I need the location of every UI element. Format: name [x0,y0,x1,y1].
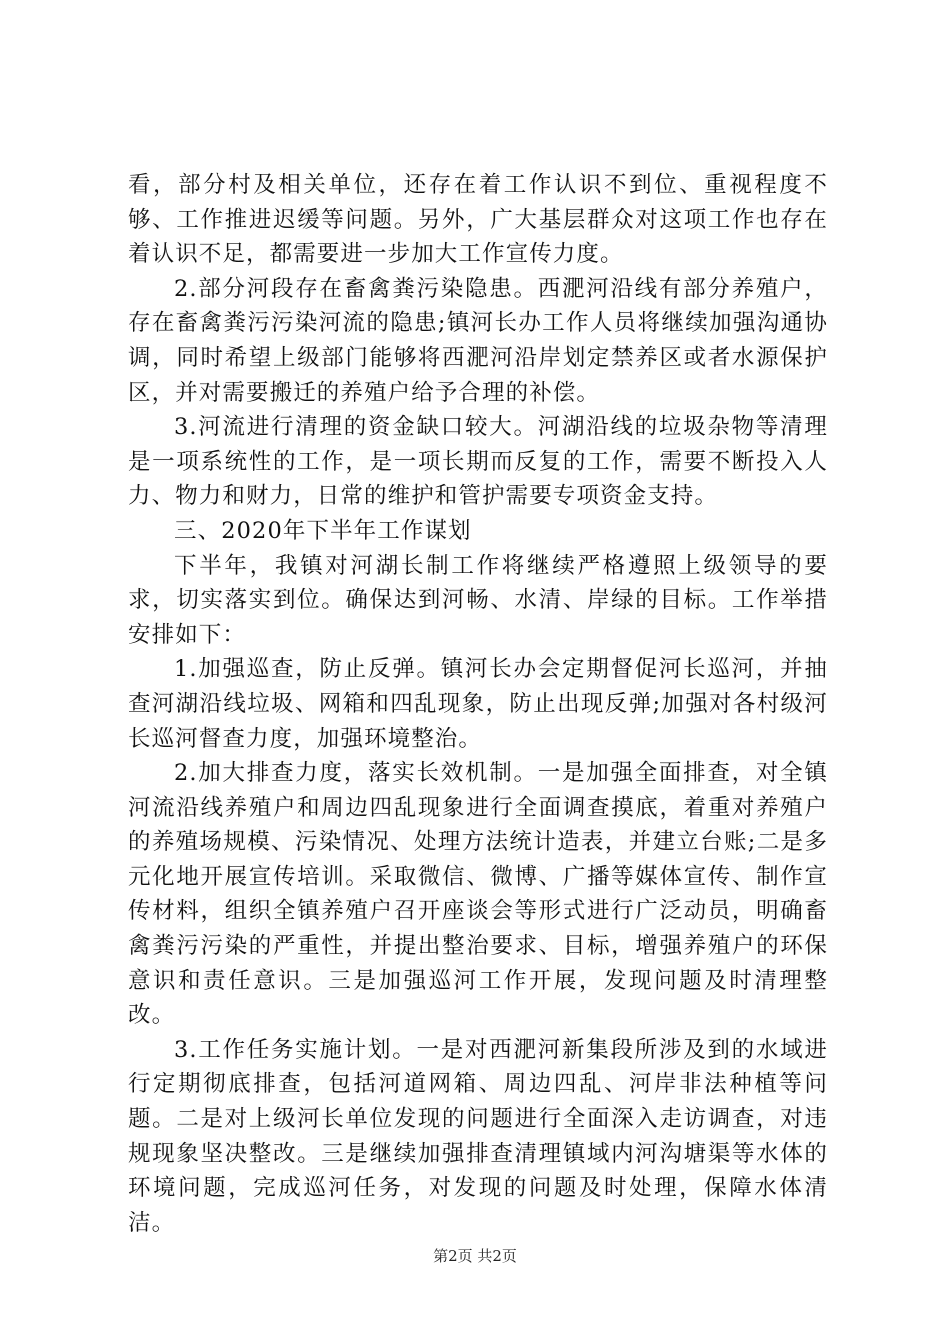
paragraph-plan-3: 3.工作任务实施计划。一是对西淝河新集段所涉及到的水域进行定期彻底排查，包括河道网箱、周边四乱、河岸非法种植等问题。二是对上级河长单位发现的问题进行全面深入走访调查，对违规现象坚决整改。三是继续加强排查清理镇域内河沟塘渠等水体的环境问题，完成巡河任务，对发现的问题及时处理，保障水体清洁。 [128,1036,828,1236]
page-number-footer: 第2页 共2页 [433,1247,517,1265]
document-body [128,168,828,1240]
paragraph-plan-2: 2.加大排查力度，落实长效机制。一是加强全面排查，对全镇河流沿线养殖户和周边四乱现象进行全面调查摸底，着重对养殖户的养殖场规模、污染情况、处理方法统计造表，并建立台账;二是多元化地开展宣传培训。采取微信、微博、广播等媒体宣传、制作宣传材料，组织全镇养殖户召开座谈会等形式进行广泛动员，明确畜禽粪污污染的严重性，并提出整治要求、目标，增强养殖户的环保意识和责任意识。三是加强巡河工作开展，发现问题及时清理整改。 [128,760,828,1029]
paragraph-issue-2: 2.部分河段存在畜禽粪污染隐患。西淝河沿线有部分养殖户，存在畜禽粪污污染河流的隐患;镇河长办工作人员将继续加强沟通协调，同时希望上级部门能够将西淝河沿岸划定禁养区或者水源保护区，并对需要搬迁的养殖户给予合理的补偿。 [128,275,828,406]
paragraph-issue-3: 3.河流进行清理的资金缺口较大。河湖沿线的垃圾杂物等清理是一项系统性的工作，是一项长期而反复的工作，需要不断投入人力、物力和财力，日常的维护和管护需要专项资金支持。 [128,414,828,510]
paragraph-plan-intro: 下半年，我镇对河湖长制工作将继续严格遵照上级领导的要求，切实落实到位。确保达到河畅、水清、岸绿的目标。工作举措安排如下： [128,552,828,648]
paragraph-plan-1: 1.加强巡查，防止反弹。镇河长办会定期督促河长巡河，并抽查河湖沿线垃圾、网箱和四乱现象，防止出现反弹;加强对各村级河长巡河督查力度，加强环境整治。 [128,656,828,752]
section-heading: 三、2020年下半年工作谋划 [174,517,472,544]
paragraph-continuation: 看，部分村及相关单位，还存在着工作认识不到位、重视程度不够、工作推进迟缓等问题。另外，广大基层群众对这项工作也存在着认识不足，都需要进一步加大工作宣传力度。 [128,172,828,268]
